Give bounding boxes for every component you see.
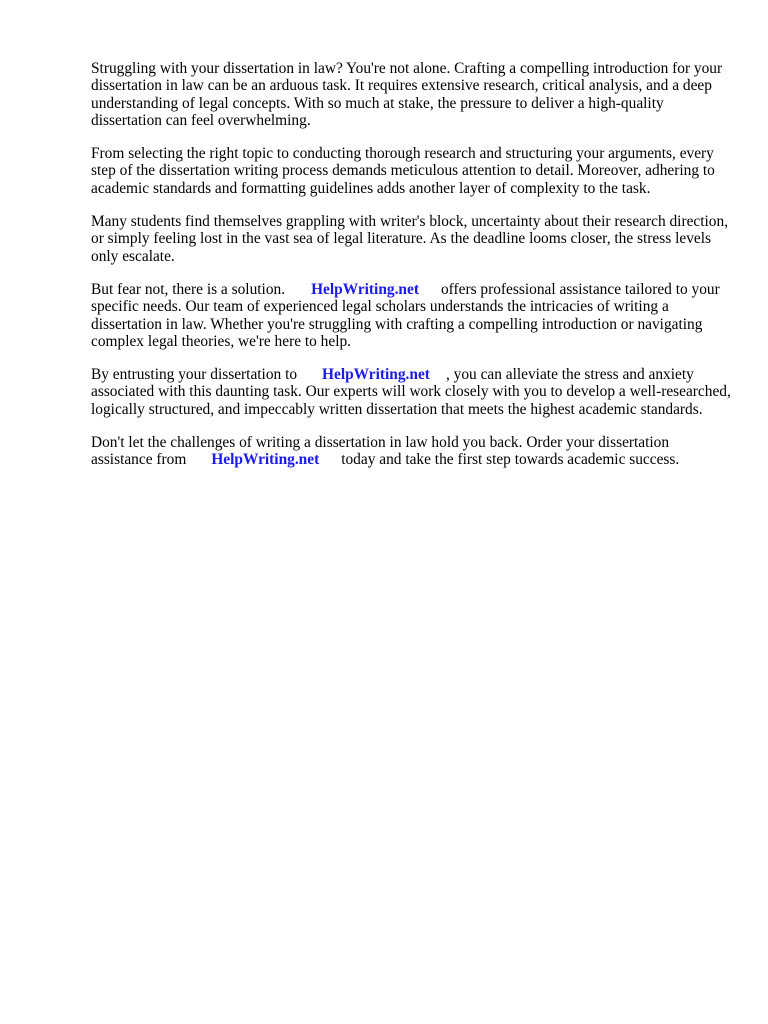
paragraph-solution-before: But fear not, there is a solution.: [91, 280, 286, 298]
paragraph-struggles: Many students find themselves grappling with writer's block, uncertainty about their research direction, or simply feeling lost in the vast sea of legal literature. As the deadline looms closer, the stress levels only escalate.: [91, 213, 729, 265]
paragraph-intro: Struggling with your dissertation in law? You're not alone. Crafting a compelling introduction for your dissertation in law can be an arduous task. It requires extensive research, critical analysis, and a deep understanding of legal concepts. With so much at stake, the pressure to deliver a high-quality dissertation can feel overwhelming.: [91, 60, 723, 129]
paragraph-entrusting: [91, 366, 731, 418]
helpwriting-link[interactable]: HelpWriting.net: [311, 280, 419, 298]
paragraph-entrusting-after: , you can alleviate the stress and anxiety associated with this daunting task. Our experts will work closely with you to develop a well-researched, logically structured, and impeccably written dissertation that meets the highest academic standards.: [91, 366, 731, 418]
paragraph-call-to-action: [91, 434, 731, 469]
document-page: [91, 60, 731, 469]
paragraph-process: From selecting the right topic to conducting thorough research and structuring your arguments, every step of the dissertation writing process demands meticulous attention to detail. Moreover, adhering to academic standards and formatting guidelines adds another layer of complexity to the task.: [91, 145, 715, 197]
paragraph-solution: [91, 281, 731, 350]
paragraph-cta-after: today and take the first step towards academic success.: [341, 451, 680, 469]
helpwriting-link[interactable]: HelpWriting.net: [211, 451, 320, 469]
paragraph-entrusting-before: By entrusting your dissertation to: [91, 366, 298, 384]
paragraph-solution-after: offers professional assistance tailored to your specific needs. Our team of experienced legal scholars understands the intricacies of writing a dissertation in law. Whether you're struggling with crafting a compelling introduction or navigating complex legal theories, we're here to help.: [91, 280, 720, 350]
helpwriting-link[interactable]: HelpWriting.net: [322, 366, 430, 384]
paragraph-cta-before: Don't let the challenges of writing a dissertation in law hold you back. Order your dissertation assistance from: [91, 434, 670, 469]
